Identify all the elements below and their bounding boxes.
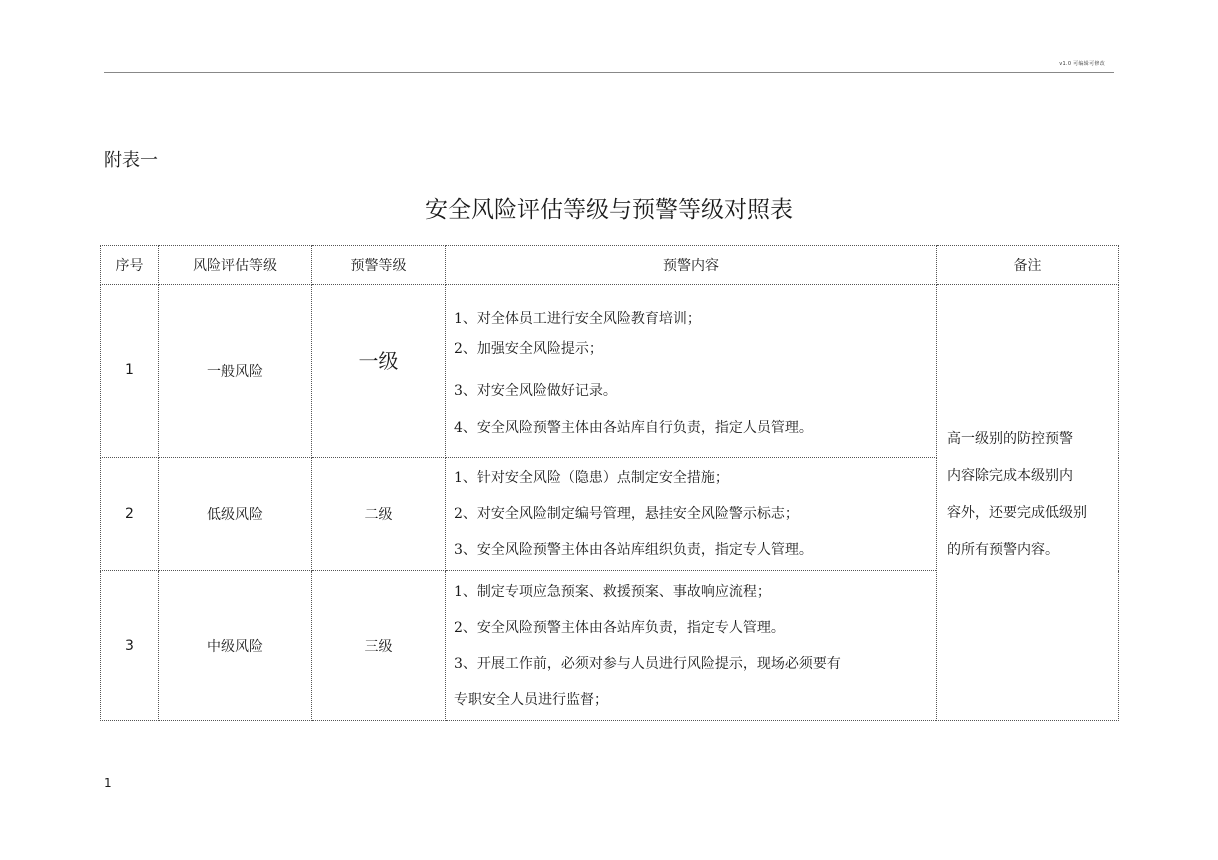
remark-cell [937, 285, 1119, 721]
row-no: 1 [101, 285, 159, 458]
row-warning-level: 三级 [312, 571, 446, 721]
row-risk-level: 一般风险 [159, 285, 312, 458]
document-title: 安全风险评估等级与预警等级对照表 [425, 197, 793, 223]
remark-line: 的所有预警内容。 [947, 541, 1059, 558]
remark-line: 内容除完成本级别内 [947, 467, 1073, 484]
header-risk-level: 风险评估等级 [159, 246, 312, 285]
content-line: 4、安全风险预警主体由各站库自行负责，指定人员管理。 [454, 420, 813, 436]
row-warning-level [312, 285, 446, 458]
row-warning-content [446, 458, 937, 571]
version-header: v1.0 可编辑可修改 [1059, 61, 1105, 67]
row-risk-level: 中级风险 [159, 571, 312, 721]
header-no: 序号 [101, 246, 159, 285]
row-warning-content [446, 285, 937, 458]
content-line: 2、安全风险预警主体由各站库负责，指定专人管理。 [454, 619, 785, 636]
content-line: 2、加强安全风险提示； [454, 341, 603, 357]
table-header-row [101, 246, 1119, 285]
row-no: 2 [101, 458, 159, 571]
content-line: 3、开展工作前，必须对参与人员进行风险提示，现场必须要有 [454, 655, 841, 672]
content-line: 1、针对安全风险（隐患）点制定安全措施； [454, 470, 729, 486]
content-line: 1、对全体员工进行安全风险教育培训； [454, 311, 701, 327]
header-warning-content: 预警内容 [446, 246, 937, 285]
remark-line: 高一级别的防控预警 [947, 430, 1073, 447]
row-risk-level: 低级风险 [159, 458, 312, 571]
page-number: 1 [104, 776, 112, 790]
header-warning-level: 预警等级 [312, 246, 446, 285]
table-row [101, 285, 1119, 458]
risk-warning-table [100, 245, 1119, 721]
appendix-label: 附表一 [104, 150, 158, 171]
row-warning-content [446, 571, 937, 721]
content-line: 1、制定专项应急预案、救援预案、事故响应流程； [454, 583, 771, 600]
header-rule [104, 72, 1114, 73]
header-remark: 备注 [937, 246, 1119, 285]
row-warning-level: 二级 [312, 458, 446, 571]
remark-line: 容外，还要完成低级别 [947, 504, 1087, 521]
content-line: 3、对安全风险做好记录。 [454, 383, 617, 399]
content-line: 专职安全人员进行监督； [454, 691, 608, 708]
warning-level-text: 一级 [358, 348, 399, 373]
content-line: 3、安全风险预警主体由各站库组织负责，指定专人管理。 [454, 542, 813, 558]
row-no: 3 [101, 571, 159, 721]
content-line: 2、对安全风险制定编号管理，悬挂安全风险警示标志； [454, 506, 799, 522]
